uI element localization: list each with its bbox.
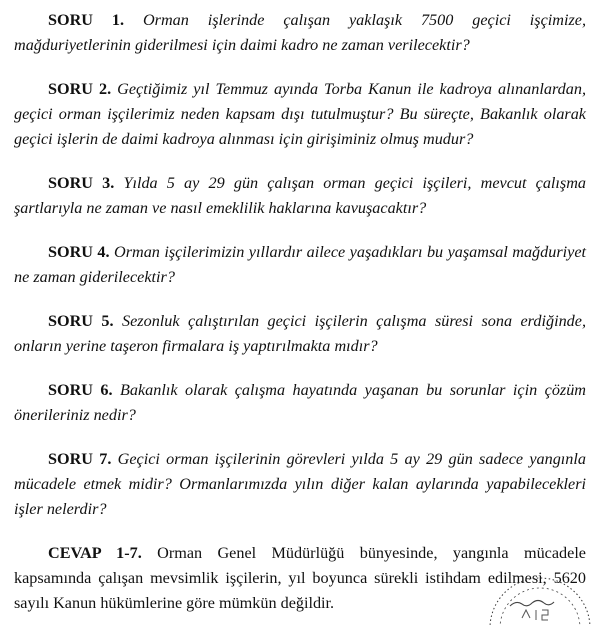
question-5-label: SORU 5. xyxy=(48,312,114,330)
question-4-text: Orman işçilerimizin yıllardır ailece yaşadıkları bu yaşamsal mağduriyet ne zaman giderilecektir? xyxy=(14,243,587,286)
official-stamp-icon xyxy=(470,566,600,626)
answer-text: Orman Genel Müdürlüğü bünyesinde, yangınla mücadele kapsamında çalışan mevsimlik işçilerin, yıl boyunca sürekli istihdam edilmesi, 5620 sayılı Kanun hükümlerine göre mümkün değildir. xyxy=(14,544,586,612)
question-2-text: Geçtiğimiz yıl Temmuz ayında Torba Kanun ile kadroya alınanlardan, geçici orman işçilerimiz neden kapsam dışı tutulmuştur? Bu süreçte, Bakanlık olarak geçici işlerin de daimi kadroya alınması için girişiminiz olmuş mudur? xyxy=(14,80,586,148)
question-3 xyxy=(14,171,586,221)
question-3-text: Yılda 5 ay 29 gün çalışan orman geçici işçileri, mevcut çalışma şartlarıyla ne zaman ve nasıl emeklilik haklarına kavuşacaktır? xyxy=(14,174,586,217)
question-5-text: Sezonluk çalıştırılan geçici işçilerin çalışma süresi sona erdiğinde, onların yerine taşeron firmalara iş yaptırılmakta mıdır? xyxy=(14,312,586,355)
question-7-text: Geçici orman işçilerinin görevleri yılda 5 ay 29 gün sadece yangınla mücadele etmek midir? Ormanlarımızda yılın diğer kalan aylarında yapabilecekleri işler nelerdir? xyxy=(14,450,586,518)
question-5 xyxy=(14,309,586,359)
question-1-label: SORU 1. xyxy=(48,11,125,29)
question-6-text: Bakanlık olarak çalışma hayatında yaşanan bu sorunlar için çözüm önerileriniz nedir? xyxy=(14,381,586,424)
question-7-label: SORU 7. xyxy=(48,450,112,468)
question-6-label: SORU 6. xyxy=(48,381,113,399)
question-6 xyxy=(14,378,586,428)
question-1-text: Orman işlerinde çalışan yaklaşık 7500 geçici işçimize, mağduriyetlerinin giderilmesi için daimi kadro ne zaman verilecektir? xyxy=(14,11,587,54)
question-4-label: SORU 4. xyxy=(48,243,110,261)
question-4 xyxy=(14,240,586,290)
answer-label: CEVAP 1-7. xyxy=(48,544,142,562)
question-7 xyxy=(14,447,586,522)
question-2 xyxy=(14,77,586,152)
question-2-label: SORU 2. xyxy=(48,80,112,98)
question-3-label: SORU 3. xyxy=(48,174,115,192)
question-1 xyxy=(14,8,586,58)
